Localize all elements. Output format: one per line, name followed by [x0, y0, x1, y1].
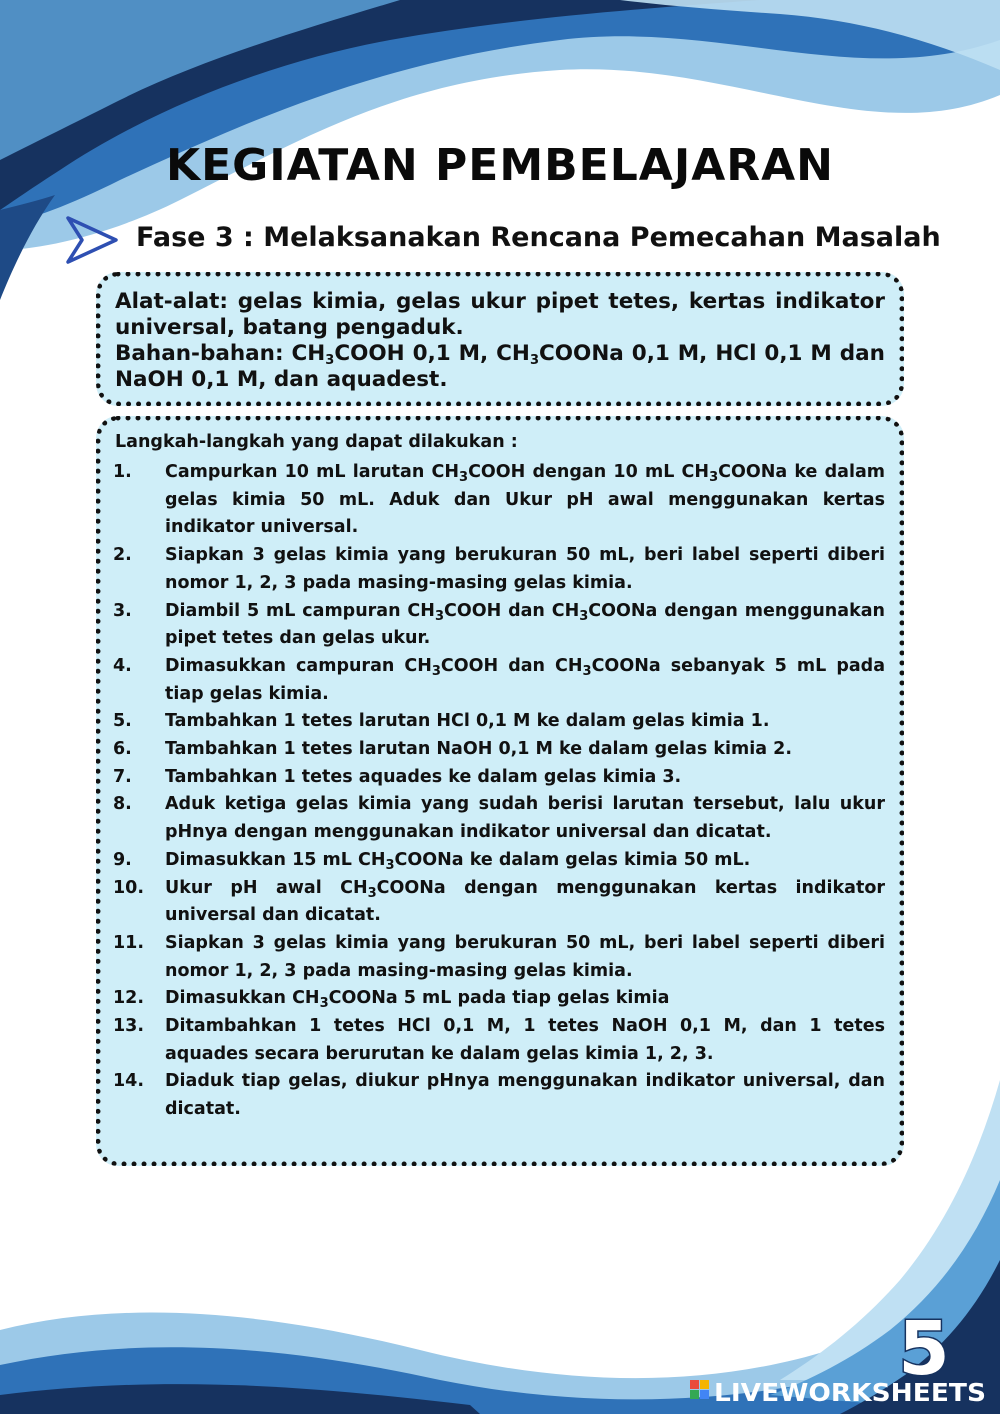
step-item [113, 736, 885, 764]
tools-paragraph [115, 289, 885, 341]
page-title: KEGIATAN PEMBELAJARAN [165, 140, 835, 191]
step-text: COONa dengan menggunakan kertas indikator universal dan dicatat. [165, 877, 885, 926]
step-text: COONa ke dalam gelas kimia 50 mL. [394, 849, 751, 870]
step-text: Diambil 5 mL campuran CH [165, 600, 435, 621]
step-item [113, 598, 885, 653]
liveworksheets-logo-icon [690, 1380, 709, 1399]
step-subscript: 3 [385, 857, 395, 873]
step-subscript: 3 [434, 608, 444, 624]
step-text: Siapkan 3 gelas kimia yang berukuran 50 mL, beri label seperti diberi nomor 1, 2, 3 pada masing-masing gelas kimia. [165, 932, 885, 981]
tools-label: Alat-alat: [115, 289, 228, 314]
step-text: Tambahkan 1 tetes larutan HCl 0,1 M ke dalam gelas kimia 1. [165, 711, 770, 732]
steps-box [96, 416, 904, 1166]
step-text: Dimasukkan 15 mL CH [165, 849, 386, 870]
arrow-chevron-icon [64, 214, 120, 266]
step-item [113, 847, 885, 875]
step-number: 4. [113, 655, 132, 676]
page-number: 5 [898, 1312, 950, 1380]
step-text: COONa ke dalam gelas kimia 50 mL. Aduk dan Ukur pH awal menggunakan kertas indikator universal. [165, 462, 886, 538]
step-text: Tambahkan 1 tetes larutan NaOH 0,1 M ke dalam gelas kimia 2. [165, 739, 792, 760]
phase-title: Fase 3 : Melaksanakan Rencana Pemecahan Masalah [136, 222, 941, 253]
steps-list [113, 459, 885, 1124]
step-number: 2. [113, 545, 132, 566]
step-text: Dimasukkan campuran CH [165, 655, 432, 676]
step-subscript: 3 [579, 608, 589, 624]
step-item [113, 1068, 885, 1123]
step-item [113, 764, 885, 792]
step-subscript: 3 [459, 470, 469, 485]
phase-heading [64, 214, 944, 268]
step-text: Aduk ketiga gelas kimia yang sudah berisi larutan tersebut, lalu ukur pHnya dengan menggunakan indikator universal dan dicatat. [165, 794, 885, 843]
step-number: 1. [113, 462, 132, 482]
step-subscript: 3 [367, 885, 377, 901]
step-number: 7. [113, 766, 132, 787]
step-text: Diaduk tiap gelas, diukur pHnya menggunakan indikator universal, dan dicatat. [165, 1071, 885, 1120]
chemicals-paragraph: Bahan-bahan: $CH_3COOH$ 0,1 M, $CH_3COONa$ 0,1 M, HCl 0,1 M dan NaOH 0,1 M, dan aquadest. [115, 341, 885, 392]
step-text: Dimasukkan CH [165, 988, 320, 1009]
step-item [113, 985, 885, 1013]
step-number: 12. [113, 988, 145, 1009]
step-number: 10. [113, 877, 145, 898]
step-subscript: 3 [319, 996, 329, 1012]
step-item [113, 459, 885, 542]
step-number: 8. [113, 794, 132, 815]
step-item [113, 791, 885, 846]
step-item [113, 708, 885, 736]
step-subscript: 3 [431, 663, 441, 679]
step-text: COOH dan CH [443, 600, 580, 621]
brand-text: LIVEWORKSHEETS [714, 1378, 986, 1407]
step-text: COOH dan CH [440, 655, 583, 676]
step-number: 9. [113, 849, 132, 870]
steps-title: Langkah-langkah yang dapat dilakukan : [115, 432, 518, 452]
step-text: COONa dengan menggunakan pipet tetes dan gelas ukur. [165, 600, 885, 649]
step-number: 11. [113, 932, 145, 953]
step-text: COONa 5 mL pada tiap gelas kimia [328, 988, 670, 1009]
step-number: 5. [113, 711, 132, 732]
step-item [113, 930, 885, 985]
step-text: COONa sebanyak 5 mL pada tiap gelas kimia. [165, 655, 885, 704]
step-subscript: 3 [582, 663, 592, 679]
step-text: Ukur pH awal CH [165, 877, 368, 898]
chemicals-label: Bahan-bahan: [115, 341, 284, 366]
step-text: Siapkan 3 gelas kimia yang berukuran 50 mL, beri label seperti diberi nomor 1, 2, 3 pada masing-masing gelas kimia. [165, 545, 885, 593]
tools-text: gelas kimia, gelas ukur pipet tetes, kertas indikator universal, batang pengaduk. [115, 289, 885, 340]
step-number: 3. [113, 600, 132, 621]
step-text: COOH dengan 10 mL CH [468, 462, 710, 482]
step-text: Campurkan 10 mL larutan CH [165, 462, 460, 482]
step-subscript: 3 [709, 470, 719, 485]
step-text: Tambahkan 1 tetes aquades ke dalam gelas kimia 3. [165, 766, 682, 787]
step-text: Ditambahkan 1 tetes HCl 0,1 M, 1 tetes NaOH 0,1 M, dan 1 tetes aquades secara berurutan ke dalam gelas kimia 1, 2, 3. [165, 1016, 885, 1064]
step-item [113, 653, 885, 708]
page-number-badge [898, 1312, 950, 1380]
step-item [113, 542, 885, 597]
step-number: 14. [113, 1071, 145, 1092]
step-number: 13. [113, 1016, 145, 1037]
materials-box [96, 272, 904, 406]
step-item [113, 875, 885, 930]
step-item [113, 1013, 885, 1068]
step-number: 6. [113, 739, 132, 760]
